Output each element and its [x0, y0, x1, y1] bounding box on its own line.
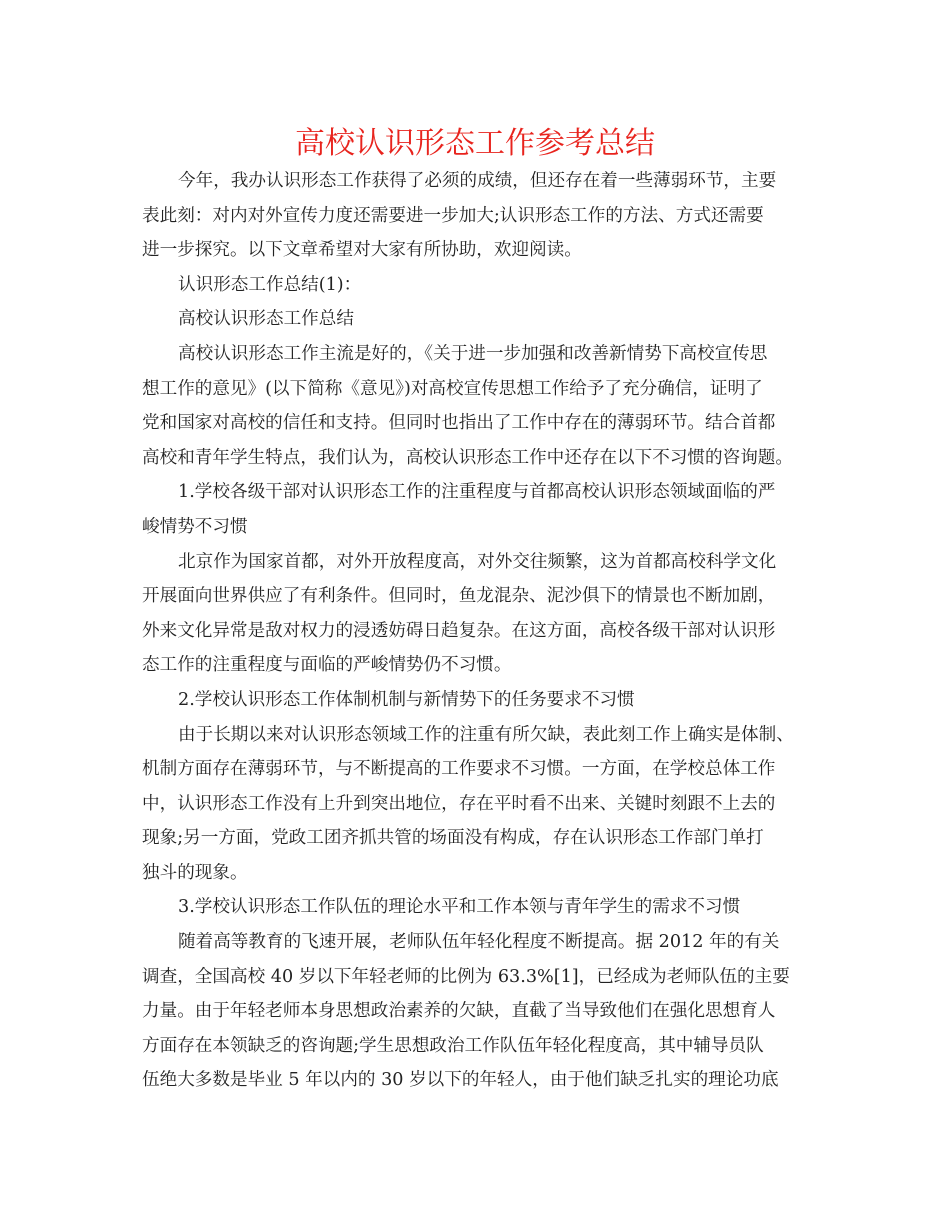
- text-line: 今年，我办认识形态工作获得了必须的成绩，但还存在着一些薄弱环节，主要: [178, 171, 777, 191]
- text-line: 现象;另一方面，党政工团齐抓共管的场面没有构成，存在认识形态工作部门单打: [142, 828, 764, 849]
- text-line: 北京作为国家首都，对外开放程度高，对外交往频繁，这为首都高校科学文化: [178, 551, 777, 572]
- text-line: 高校认识形态工作总结: [178, 309, 354, 330]
- text-line: 态工作的注重程度与面临的严峻情势仍不习惯。: [142, 655, 512, 676]
- text-line: 3.学校认识形态工作队伍的理论水平和工作本领与青年学生的需求不习惯: [178, 897, 741, 918]
- text-line: 独斗的现象。: [142, 862, 248, 883]
- document-title: 高校认识形态工作参考总结: [295, 126, 655, 161]
- text-line: 进一步探究。以下文章希望对大家有所协助，欢迎阅读。: [142, 240, 582, 261]
- text-line: 党和国家对高校的信任和支持。但同时也指出了工作中存在的薄弱环节。结合首都: [142, 413, 776, 434]
- text-line: 机制方面存在薄弱环节，与不断提高的工作要求不习惯。一方面，在学校总体工作: [142, 759, 776, 780]
- text-line: 伍绝大多数是毕业 5 年以内的 30 岁以下的年轻人，由于他们缺乏扎实的理论功底: [142, 1070, 779, 1091]
- text-line: 1.学校各级干部对认识形态工作的注重程度与首都高校认识形态领域面临的严: [178, 482, 776, 503]
- text-line: 高校认识形态工作主流是好的，《关于进一步加强和改善新情势下高校宣传思: [178, 343, 768, 364]
- text-line: 表此刻：对内对外宣传力度还需要进一步加大;认识形态工作的方法、方式还需要: [142, 205, 764, 226]
- text-line: 外来文化异常是敌对权力的浸透妨碍日趋复杂。在这方面，高校各级干部对认识形: [142, 620, 776, 641]
- text-line: 中，认识形态工作没有上升到突出地位，存在平时看不出来、关键时刻跟不上去的: [142, 793, 776, 814]
- text-line: 开展面向世界供应了有利条件。但同时，鱼龙混杂、泥沙俱下的情景也不断加剧，: [142, 586, 776, 607]
- text-line: 调查，全国高校 40 岁以下年轻老师的比例为 63.3%[1]，已经成为老师队伍的主要: [142, 966, 790, 987]
- text-line: 峻情势不习惯: [142, 516, 248, 537]
- text-line: 力量。由于年轻老师本身思想政治素养的欠缺，直截了当导致他们在强化思想育人: [142, 1001, 776, 1022]
- text-line: 2.学校认识形态工作体制机制与新情势下的任务要求不习惯: [178, 689, 635, 710]
- text-line: 想工作的意见》(以下简称《意见》)对高校宣传思想工作给予了充分确信，证明了: [142, 378, 763, 399]
- text-line: 由于长期以来对认识形态领域工作的注重有所欠缺，表此刻工作上确实是体制、: [178, 724, 794, 745]
- text-line: 随着高等教育的飞速开展，老师队伍年轻化程度不断提高。据 2012 年的有关: [178, 932, 780, 953]
- text-line: 方面存在本领缺乏的咨询题;学生思想政治工作队伍年轻化程度高，其中辅导员队: [142, 1035, 764, 1056]
- text-line: 认识形态工作总结(1)：: [178, 274, 362, 295]
- text-line: 高校和青年学生特点，我们认为，高校认识形态工作中还存在以下不习惯的咨询题。: [142, 447, 793, 468]
- document-body: [142, 164, 818, 1098]
